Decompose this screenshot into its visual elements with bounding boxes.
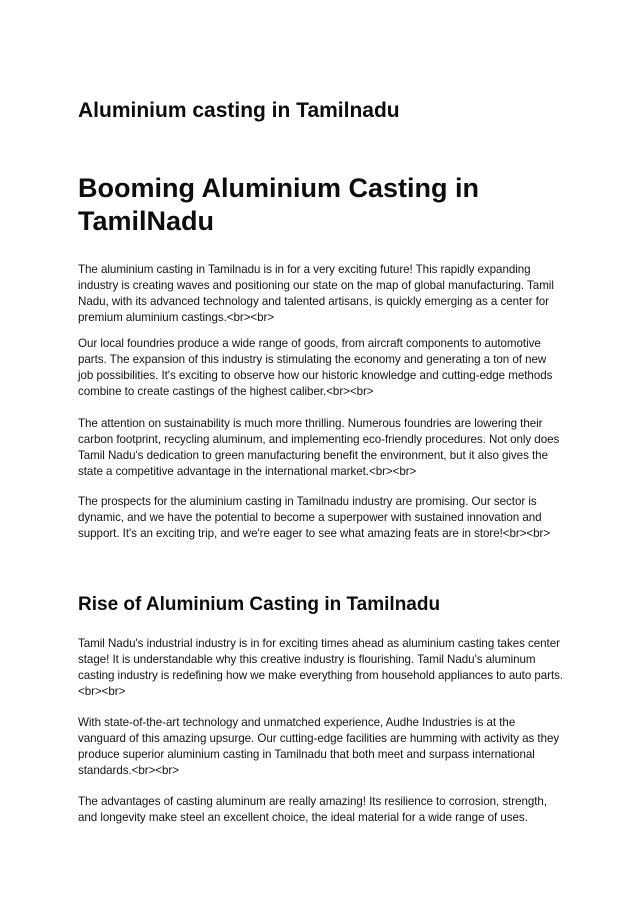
paragraph: Tamil Nadu's industrial industry is in for exciting times ahead as aluminium casting takes center stage! It is understandable why this creative industry is flourishing. Tamil Nadu's aluminum casting industry is redefining how we make everything from household appliances to auto parts.<br><br>: [78, 637, 564, 698]
section-heading-rise: Rise of Aluminium Casting in Tamilnadu: [78, 594, 441, 615]
section-heading-booming: Booming Aluminium Casting in TamilNadu: [78, 173, 479, 236]
paragraph: The prospects for the aluminium casting in Tamilnadu industry are promising. Our sector is dynamic, and we have the potential to become a superpower with sustained innovation and support. It's an exciting trip, and we're eager to see what amazing feats are in store!<br><br>: [78, 495, 551, 540]
paragraph: Our local foundries produce a wide range of goods, from aircraft components to automotive parts. The expansion of this industry is stimulating the economy and generating a ton of new job possibilities. It's exciting to observe how our historic knowledge and cutting-edge methods combine to create castings of the highest caliber.<br><br>: [78, 337, 553, 398]
paragraph: The attention on sustainability is much more thrilling. Numerous foundries are lowering their carbon footprint, recycling aluminum, and implementing eco-friendly procedures. Not only does Tamil Nadu's dedication to green manufacturing benefit the environment, but it also gives the state a competitive advantage in the international market.<br><br>: [78, 417, 560, 478]
paragraph: The advantages of casting aluminum are really amazing! Its resilience to corrosion, strength, and longevity make steel an excellent choice, the ideal material for a wide range of uses.: [78, 795, 547, 824]
document-title: Aluminium casting in Tamilnadu: [78, 99, 400, 122]
paragraph: The aluminium casting in Tamilnadu is in for a very exciting future! This rapidly expanding industry is creating waves and positioning our state on the map of global manufacturing. Tamil Nadu, with its advanced technology and talented artisans, is quickly emerging as a center for premium aluminium castings.<br><br>: [78, 263, 554, 324]
paragraph: With state-of-the-art technology and unmatched experience, Audhe Industries is at the vanguard of this amazing upsurge. Our cutting-edge facilities are humming with activity as they produce superior aluminium casting in Tamilnadu that both meet and surpass international standards.<br><br>: [78, 716, 560, 777]
